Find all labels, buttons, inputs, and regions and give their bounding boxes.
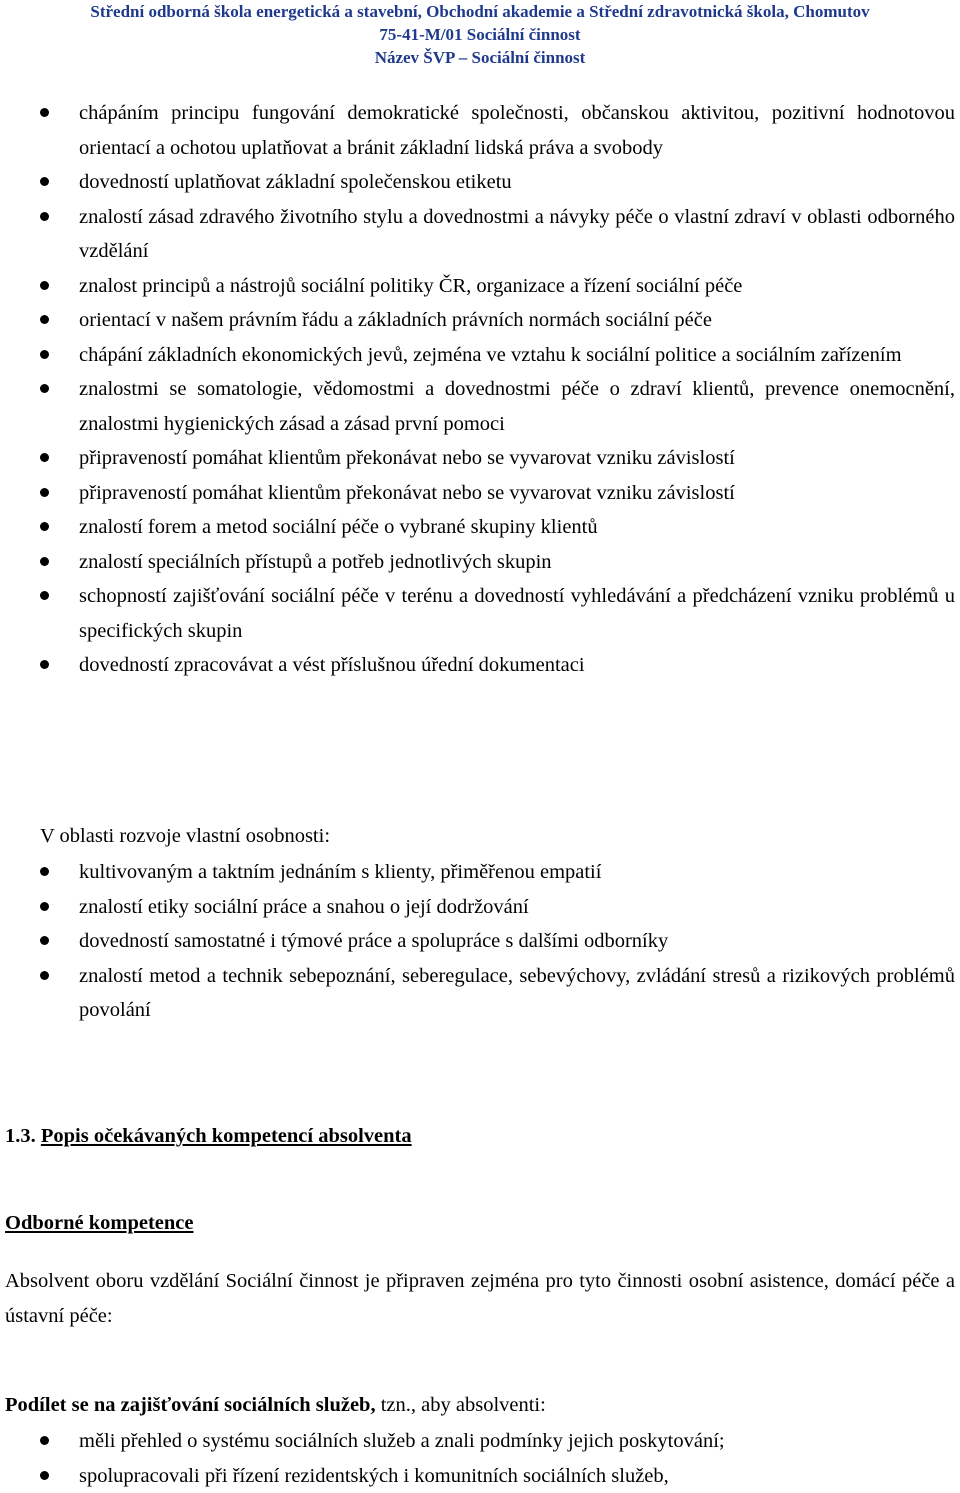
list-item: znalostí speciálních přístupů a potřeb jednotlivých skupin bbox=[0, 545, 960, 580]
list-item: dovedností samostatné i týmové práce a spolupráce s dalšími odborníky bbox=[0, 924, 960, 959]
podilet-bold: Podílet se na zajišťování sociálních služeb, bbox=[5, 1394, 376, 1416]
header-school: Střední odborná škola energetická a stavební, Obchodní akademie a Střední zdravotnická škola, Chomutov bbox=[0, 0, 960, 23]
personal-development-list bbox=[0, 855, 960, 1028]
list-item: spolupracovali při řízení rezidentských i komunitních sociálních služeb, bbox=[0, 1459, 960, 1493]
list-item: dovedností zpracovávat a vést příslušnou úřední dokumentaci bbox=[0, 648, 960, 683]
odborne-paragraph: Absolvent oboru vzdělání Sociální činnost je připraven zejména pro tyto činnosti osobní asistence, domácí péče a ústavní péče: bbox=[5, 1264, 955, 1333]
header-svp-name: Název ŠVP – Sociální činnost bbox=[0, 46, 960, 69]
list-item: chápání základních ekonomických jevů, zejména ve vztahu k sociální politice a sociálním zařízením bbox=[0, 338, 960, 373]
list-item: znalostí forem a metod sociální péče o vybrané skupiny klientů bbox=[0, 510, 960, 545]
personal-development-heading: V oblasti rozvoje vlastní osobnosti: bbox=[40, 819, 955, 854]
subsection-heading bbox=[5, 1206, 955, 1241]
podilet-list bbox=[0, 1424, 960, 1493]
list-item: znalostí metod a technik sebepoznání, seberegulace, sebevýchovy, zvládání stresů a rizikových problémů povolání bbox=[0, 959, 960, 1028]
odborne-kompetence-title: Odborné kompetence bbox=[5, 1212, 193, 1234]
section-number: 1.3. bbox=[5, 1125, 36, 1147]
document-header bbox=[0, 0, 960, 69]
list-item: měli přehled o systému sociálních služeb a znali podmínky jejich poskytování; bbox=[0, 1424, 960, 1459]
header-program-code: 75-41-M/01 Sociální činnost bbox=[0, 23, 960, 46]
list-item: znalost principů a nástrojů sociální politiky ČR, organizace a řízení sociální péče bbox=[0, 269, 960, 304]
list-item: chápáním principu fungování demokratické společnosti, občanskou aktivitou, pozitivní hodnotovou orientací a ochotou uplatňovat a bránit základní lidská práva a svobody bbox=[0, 96, 960, 165]
list-item: připraveností pomáhat klientům překonávat nebo se vyvarovat vzniku závislostí bbox=[0, 441, 960, 476]
list-item: orientací v našem právním řádu a základních právních normách sociální péče bbox=[0, 303, 960, 338]
list-item: připraveností pomáhat klientům překonávat nebo se vyvarovat vzniku závislostí bbox=[0, 476, 960, 511]
podilet-paragraph bbox=[5, 1388, 955, 1423]
list-item: znalostmi se somatologie, vědomostmi a dovednostmi péče o zdraví klientů, prevence onemocnění, znalostmi hygienických zásad a zásad první pomoci bbox=[0, 372, 960, 441]
section-title: Popis očekávaných kompetencí absolventa bbox=[41, 1125, 412, 1147]
list-item: kultivovaným a taktním jednáním s klienty, přiměřenou empatií bbox=[0, 855, 960, 890]
list-item: znalostí etiky sociální práce a snahou o její dodržování bbox=[0, 890, 960, 925]
list-item: dovedností uplatňovat základní společenskou etiketu bbox=[0, 165, 960, 200]
list-item: schopností zajišťování sociální péče v terénu a dovedností vyhledávání a předcházení vzniku problémů u specifických skupin bbox=[0, 579, 960, 648]
section-heading bbox=[5, 1119, 955, 1154]
list-item: znalostí zásad zdravého životního stylu a dovednostmi a návyky péče o vlastní zdraví v oblasti odborného vzdělání bbox=[0, 200, 960, 269]
podilet-rest: tzn., aby absolventi: bbox=[376, 1394, 546, 1416]
competence-list-1 bbox=[0, 96, 960, 683]
